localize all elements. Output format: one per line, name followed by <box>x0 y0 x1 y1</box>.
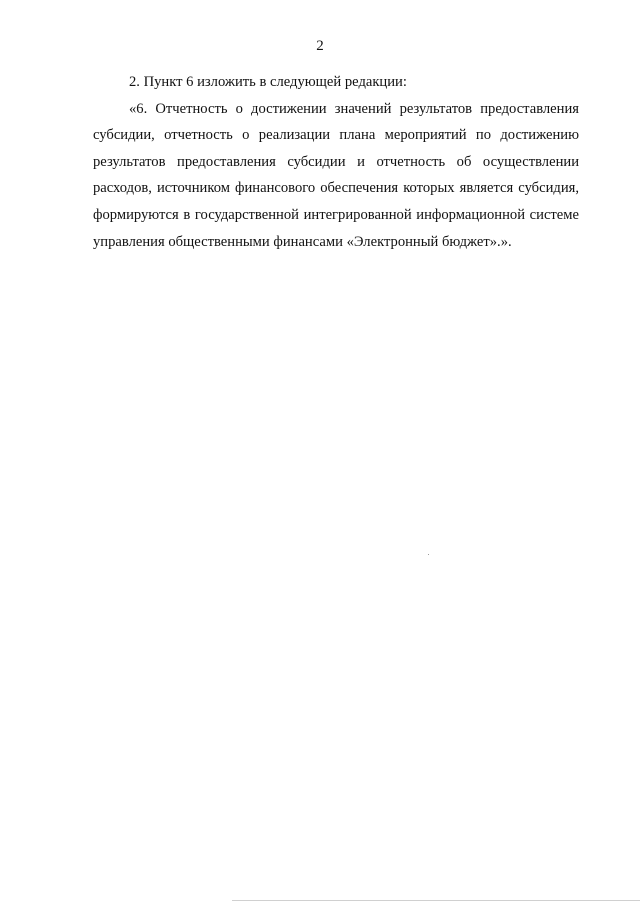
document-body <box>93 69 579 255</box>
scan-bottom-edge <box>232 900 640 901</box>
paragraph-amendment-instruction: 2. Пункт 6 изложить в следующей редакции: <box>129 74 407 90</box>
paragraph-amendment-text: «6. Отчетность о достижении значений результатов предоставления субсидии, отчетность о реализации плана мероприятий по достижению результатов предоставления субсидии и отчетность об осуществлении расходов, источником финансового обеспечения которых является субсидия, формируются в государственной интегрированной информационной системе управления общественными финансами «Электронный бюджет».». <box>93 100 579 250</box>
scan-speck <box>428 554 429 555</box>
page-number: 2 <box>316 38 324 54</box>
